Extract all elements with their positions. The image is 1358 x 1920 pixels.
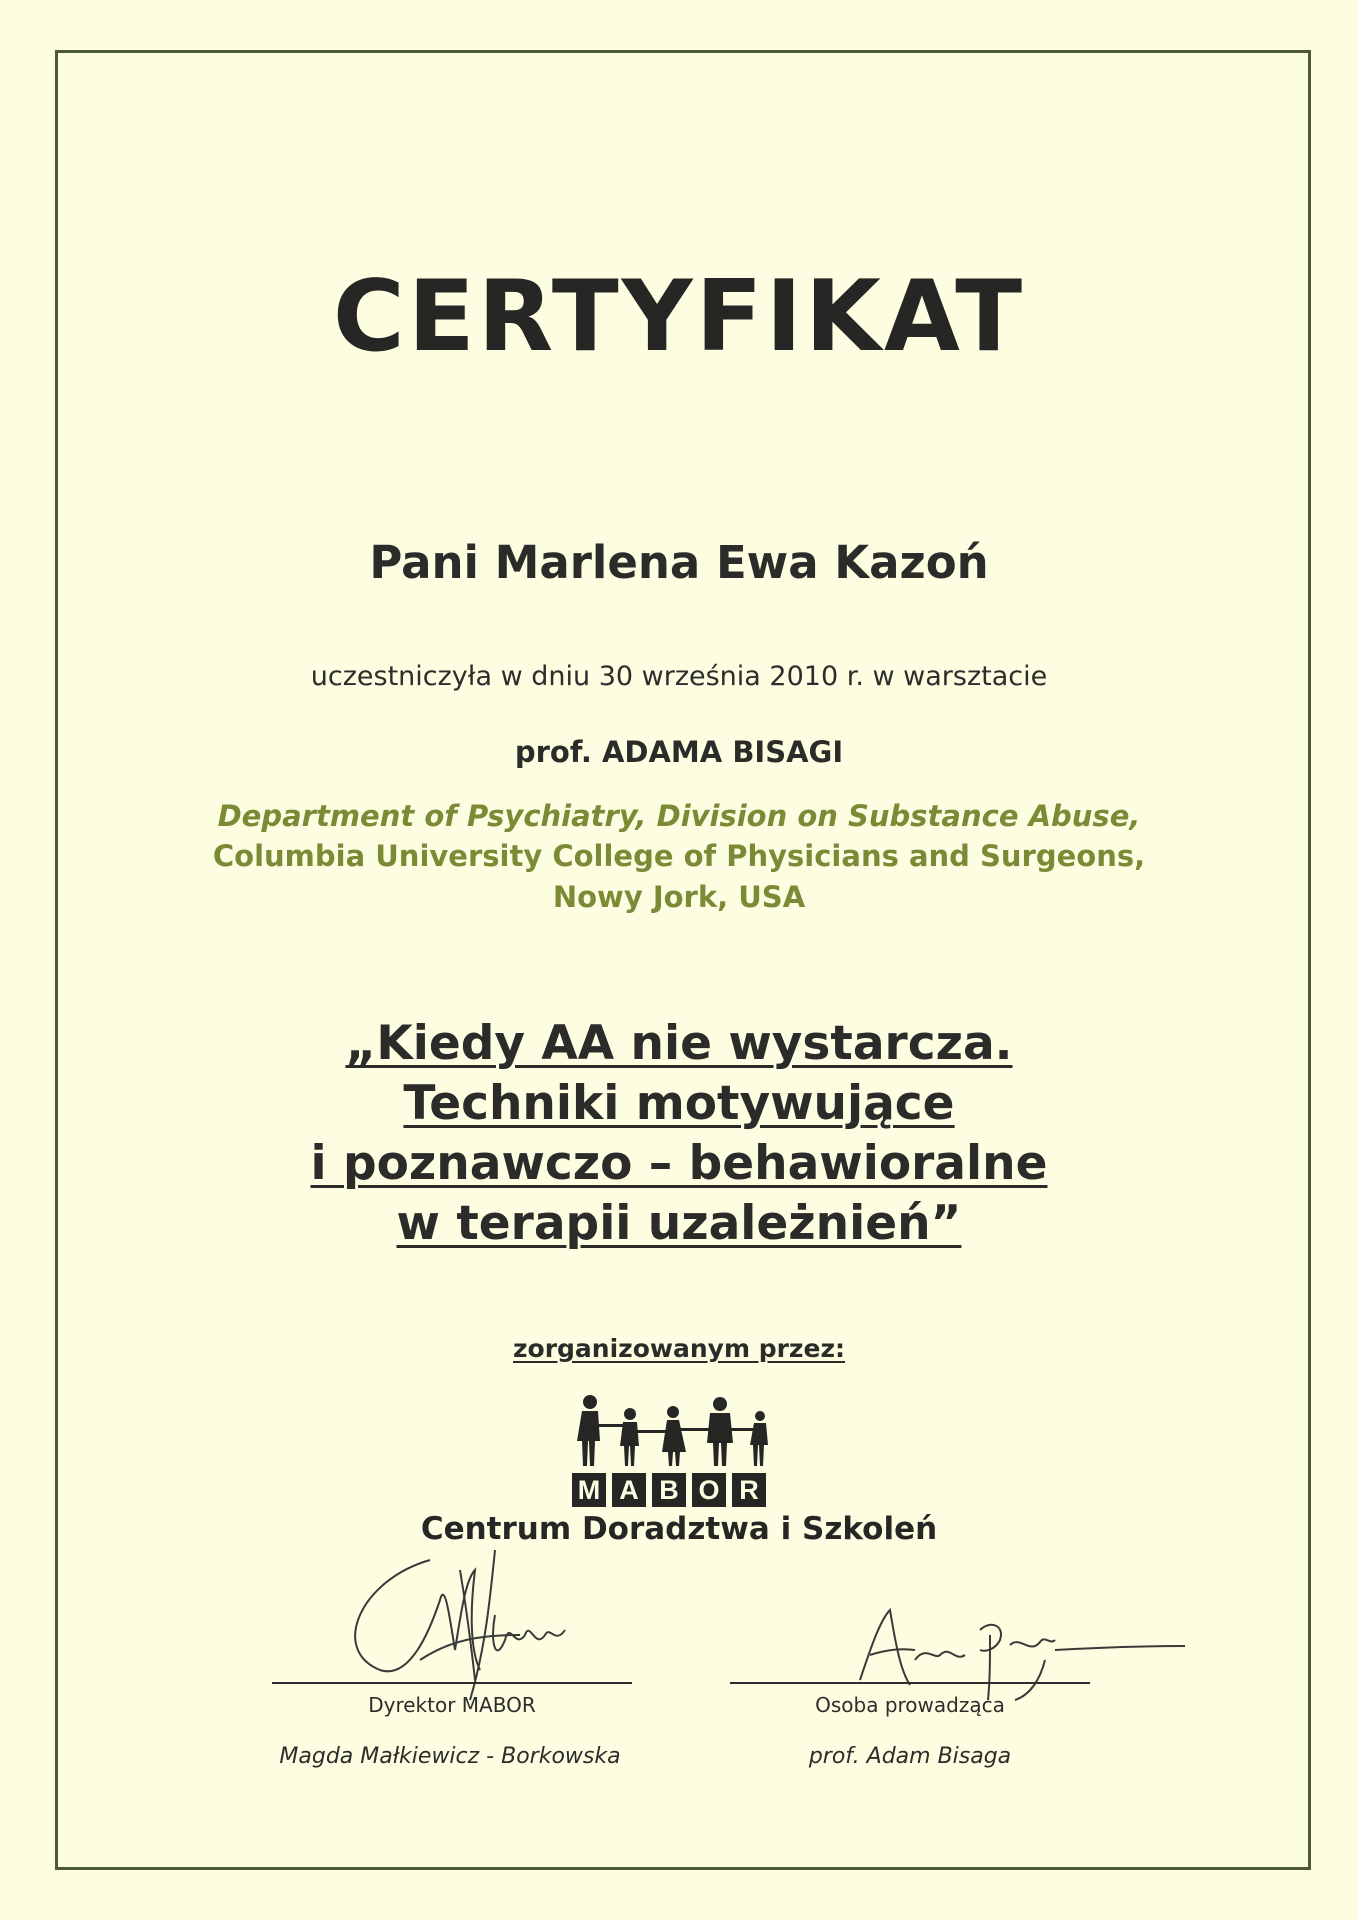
affiliation-line: Nowy Jork, USA: [552, 880, 806, 914]
mabor-logo-letters: [572, 1473, 766, 1507]
logo-letter: R: [732, 1473, 766, 1507]
signatory-role: Dyrektor MABOR: [368, 1693, 536, 1717]
signatory-role: Osoba prowadząca: [815, 1693, 1005, 1717]
recipient-name: Pani Marlena Ewa Kazoń: [369, 536, 989, 589]
signatory-name: prof. Adam Bisaga: [808, 1744, 1012, 1769]
workshop-title-text: i poznawczo – behawioralne: [310, 1136, 1048, 1191]
logo-letter: O: [692, 1473, 726, 1507]
affiliation-line: Department of Psychiatry, Division on Substance Abuse,: [217, 799, 1141, 833]
workshop-title-line: [0, 1076, 1358, 1131]
organizer-name: Centrum Doradztwa i Szkoleń: [420, 1511, 938, 1547]
signature-line: [730, 1682, 1090, 1684]
workshop-title-line: [0, 1196, 1358, 1251]
director-signature: [320, 1540, 650, 1700]
logo-letter: A: [612, 1473, 646, 1507]
workshop-title-line: [0, 1136, 1358, 1191]
affiliation-line: Columbia University College of Physicians and Surgeons,: [212, 839, 1146, 873]
workshop-title-text: „Kiedy AA nie wystarcza.: [345, 1016, 1013, 1071]
signature-line: [272, 1682, 632, 1684]
workshop-title-text: Techniki motywujące: [403, 1076, 955, 1131]
certificate-title: CERTYFIKAT: [332, 260, 1026, 374]
logo-letter: M: [572, 1473, 606, 1507]
logo-letter: B: [652, 1473, 686, 1507]
organized-by-text: zorganizowanym przez:: [512, 1334, 845, 1363]
workshop-title-line: [0, 1016, 1358, 1071]
organized-by-label: [0, 1336, 1358, 1361]
attendance-statement: uczestniczyła w dniu 30 września 2010 r. w warsztacie: [310, 661, 1048, 692]
workshop-title-text: w terapii uzależnień”: [396, 1196, 962, 1251]
presenter-name: prof. ADAMA BISAGI: [514, 735, 844, 769]
signatory-name: Magda Małkiewicz - Borkowska: [279, 1744, 621, 1769]
